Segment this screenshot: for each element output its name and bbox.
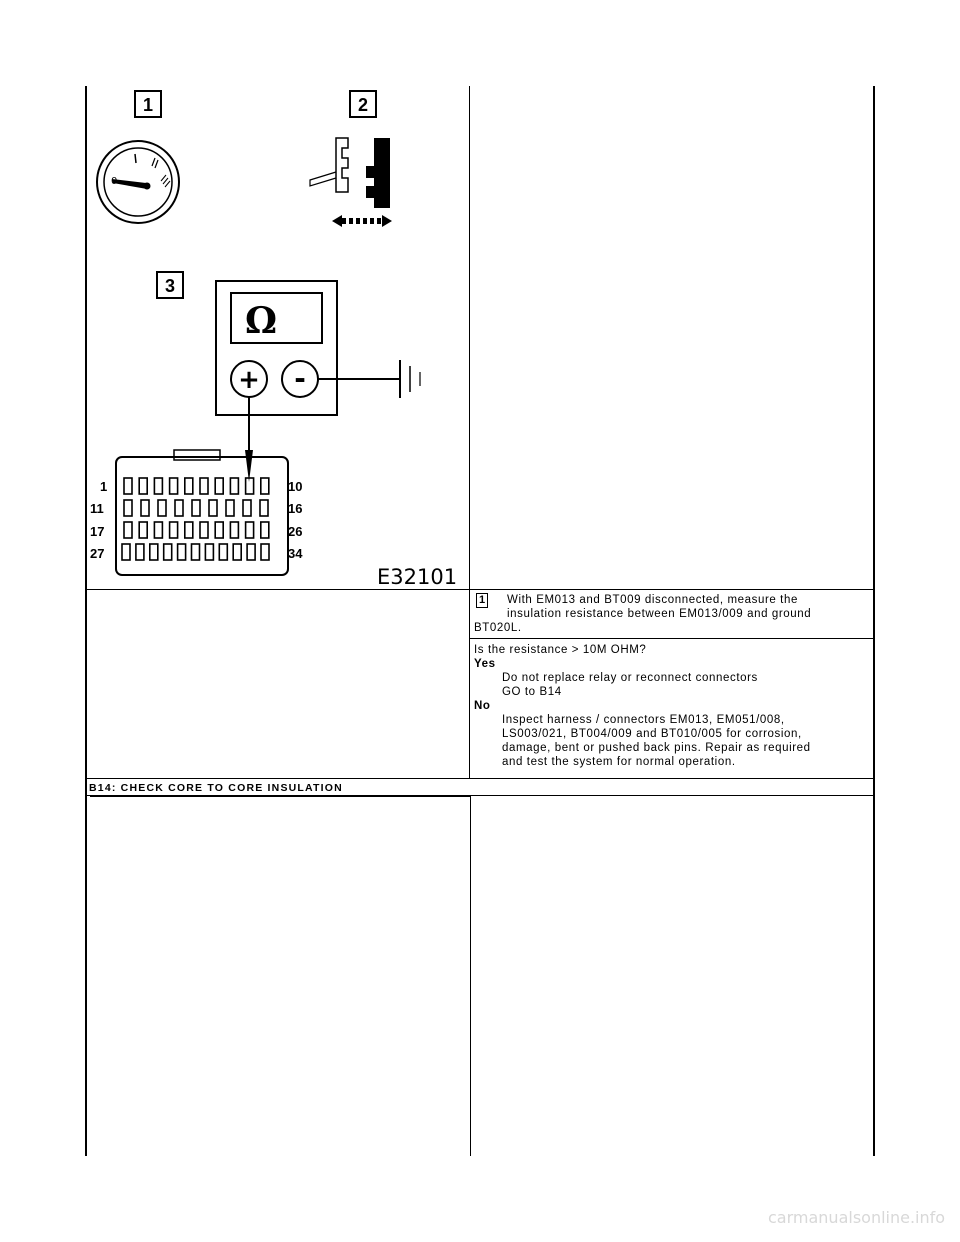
pin-cavity — [154, 478, 162, 494]
pin-cavity — [226, 500, 234, 516]
site-watermark: carmanualsonline.info — [768, 1208, 946, 1227]
pin-cavity — [209, 500, 217, 516]
pin-cavity — [178, 544, 186, 560]
pin-label-27: 27 — [90, 546, 105, 561]
pin-cavity — [215, 478, 223, 494]
minus-sign: - — [294, 362, 306, 395]
pin-label-10: 10 — [288, 479, 303, 494]
pin-cavity — [170, 478, 178, 494]
column-divider-bottom — [470, 796, 471, 1156]
pin-cavity — [139, 478, 147, 494]
pin-cavity — [141, 500, 149, 516]
figure-label-2: 2 — [357, 95, 369, 115]
pin-cavity — [215, 522, 223, 538]
yes-label: Yes — [474, 658, 496, 670]
pin-cavity — [200, 522, 208, 538]
pin-cavity — [164, 544, 172, 560]
no-label: No — [474, 700, 491, 712]
no-line-3: damage, bent or pushed back pins. Repair as required — [502, 742, 811, 754]
connector-pin-rows — [122, 478, 269, 560]
row-line-2 — [470, 638, 875, 639]
ignition-switch-icon — [97, 141, 179, 223]
question-text: Is the resistance > 10M OHM? — [474, 644, 647, 656]
meter-symbol: Ω — [244, 300, 278, 342]
no-line-2: LS003/021, BT004/009 and BT010/005 for corrosion, — [502, 728, 802, 740]
row-line-3 — [85, 778, 875, 779]
pin-cavity — [233, 544, 241, 560]
pin-cavity — [219, 544, 227, 560]
pin-cavity — [260, 500, 268, 516]
pin-cavity — [200, 478, 208, 494]
pin-cavity — [170, 522, 178, 538]
no-line-1: Inspect harness / connectors EM013, EM051/008, — [502, 714, 785, 726]
pin-cavity — [124, 478, 132, 494]
step-line-2: insulation resistance between EM013/009 and ground — [507, 608, 812, 620]
pin-label-1: 1 — [100, 479, 108, 494]
pin-cavity — [124, 500, 132, 516]
inner-box-top — [90, 796, 470, 797]
column-divider-top — [469, 86, 470, 778]
pin-cavity — [247, 544, 255, 560]
pin-cavity — [185, 522, 193, 538]
step-number: 1 — [476, 593, 488, 608]
pin-cavity — [230, 478, 238, 494]
pin-cavity — [139, 522, 147, 538]
figure-label-1: 1 — [142, 95, 154, 115]
connector-test-diagram — [86, 86, 469, 589]
pin-cavity — [230, 522, 238, 538]
pin-cavity — [243, 500, 251, 516]
section-heading: B14: CHECK CORE TO CORE INSULATION — [89, 782, 343, 794]
pin-cavity — [185, 478, 193, 494]
table-right-border — [873, 86, 875, 1156]
yes-line-2: GO to B14 — [502, 686, 562, 698]
pin-cavity — [192, 500, 200, 516]
no-line-4: and test the system for normal operation. — [502, 756, 736, 768]
pin-label-34: 34 — [288, 546, 303, 561]
yes-line-1: Do not replace relay or reconnect connectors — [502, 672, 758, 684]
pin-cavity — [150, 544, 158, 560]
svg-text:0: 0 — [111, 176, 118, 187]
pin-cavity — [192, 544, 200, 560]
figure-id: E32101 — [377, 565, 458, 589]
pin-cavity — [122, 544, 130, 560]
pin-label-16: 16 — [288, 501, 303, 516]
step-line-3: BT020L. — [474, 622, 522, 634]
pin-cavity — [124, 522, 132, 538]
pin-cavity — [175, 500, 183, 516]
pin-cavity — [261, 522, 269, 538]
pin-cavity — [158, 500, 166, 516]
pin-cavity — [136, 544, 144, 560]
pin-cavity — [154, 522, 162, 538]
pin-cavity — [246, 522, 254, 538]
pin-cavity — [246, 478, 254, 494]
connector-face-icon — [116, 450, 288, 575]
pin-label-17: 17 — [90, 524, 105, 539]
pin-cavity — [261, 478, 269, 494]
pin-label-11: 11 — [90, 501, 104, 516]
row-line-1 — [85, 589, 875, 590]
pin-cavity — [205, 544, 213, 560]
pin-cavity — [261, 544, 269, 560]
connector-disconnect-icon — [310, 138, 392, 227]
pin-label-26: 26 — [288, 524, 303, 539]
step-line-1: With EM013 and BT009 disconnected, measure the — [507, 594, 798, 606]
figure-label-3: 3 — [164, 276, 176, 296]
plus-sign: + — [238, 365, 260, 395]
